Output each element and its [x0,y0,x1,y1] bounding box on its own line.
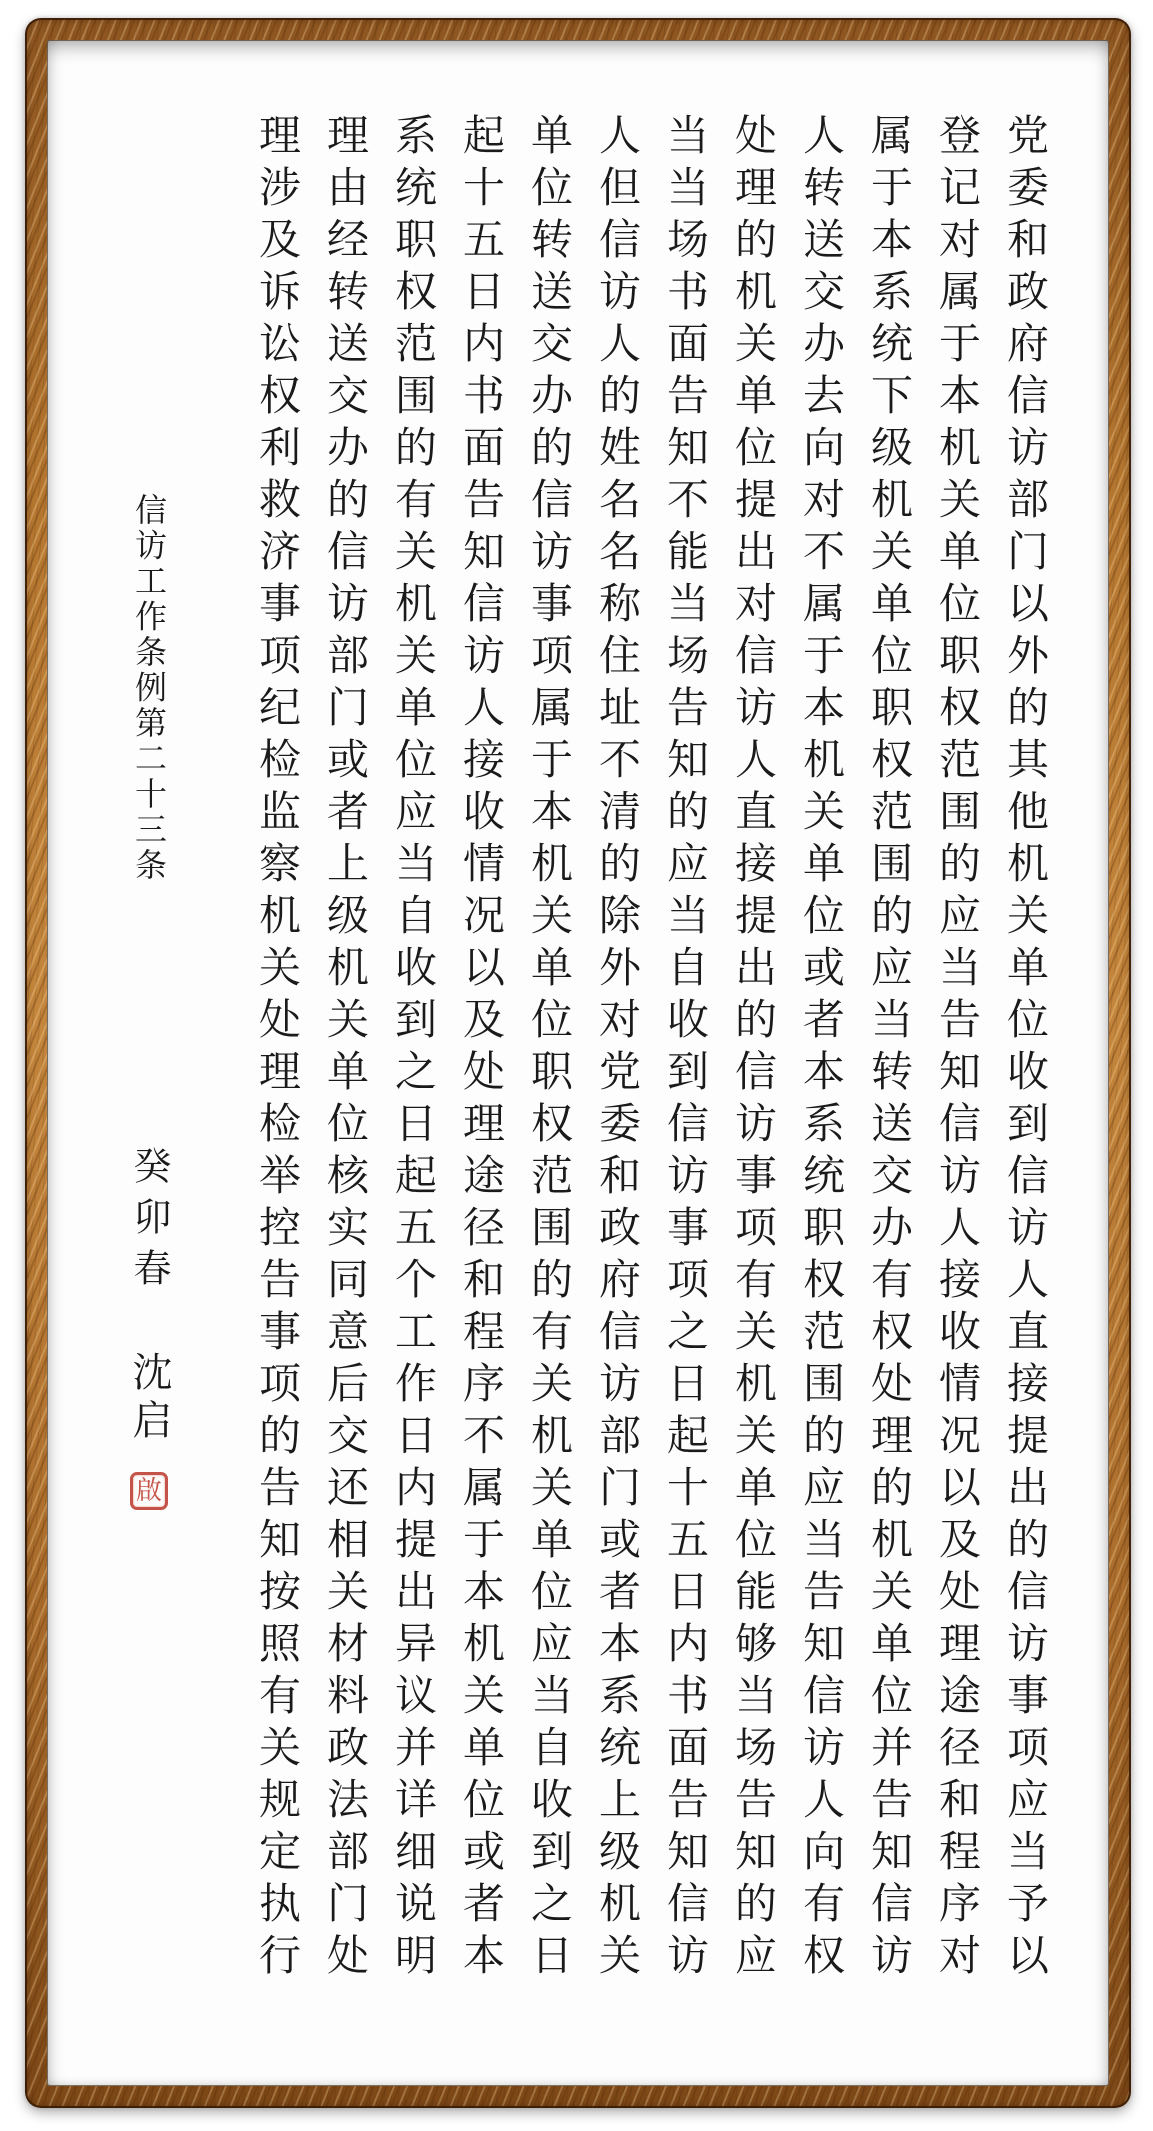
artist-seal [130,1472,168,1510]
artwork-title: 信访工作条例第二十三条 [130,493,168,884]
main-text-block [243,113,1059,2033]
text-column-10: 系统职权范围的有关机关单位应当自收到之日起五个工作日内提出异议并详细说明 [389,113,438,1985]
text-column-7: 人但信访人的姓名名称住址不清的除外对党委和政府信访部门或者本系统上级机关 [593,113,642,1985]
colophon-date: 癸卯春 [127,1146,171,1299]
text-column-11: 理由经转送交办的信访部门或者上级机关单位核实同意后交还相关材料政法部门处 [321,113,370,1985]
seal-glyph: 啟 [135,1476,162,1506]
wooden-frame [25,18,1131,2108]
text-column-12: 理涉及诉讼权利救济事项纪检监察机关处理检举控告事项的告知按照有关规定执行 [253,113,302,1985]
text-column-5: 处理的机关单位提出对信访人直接提出的信访事项有关机关单位能够当场告知的应 [729,113,778,1985]
text-column-1: 党委和政府信访部门以外的其他机关单位收到信访人直接提出的信访事项应当予以 [1001,113,1050,1985]
text-column-8: 单位转送交办的信访事项属于本机关单位职权范围的有关机关单位应当自收到之日 [525,113,574,1985]
colophon-column [115,40,183,2086]
text-column-6: 当当场书面告知不能当场告知的应当自收到信访事项之日起十五日内书面告知信访 [661,113,710,1985]
text-column-4: 人转送交办去向对不属于本机关单位或者本系统职权范围的应当告知信访人向有权 [797,113,846,1985]
text-column-2: 登记对属于本机关单位职权范围的应当告知信访人接收情况以及处理途径和程序对 [933,113,982,1985]
text-column-9: 起十五日内书面告知信访人接收情况以及处理途径和程序不属于本机关单位或者本 [457,113,506,1985]
artist-signature: 沈启 [126,1351,172,1447]
text-column-3: 属于本系统下级机关单位职权范围的应当转送交办有权处理的机关单位并告知信访 [865,113,914,1985]
paper-sheet [47,40,1109,2086]
